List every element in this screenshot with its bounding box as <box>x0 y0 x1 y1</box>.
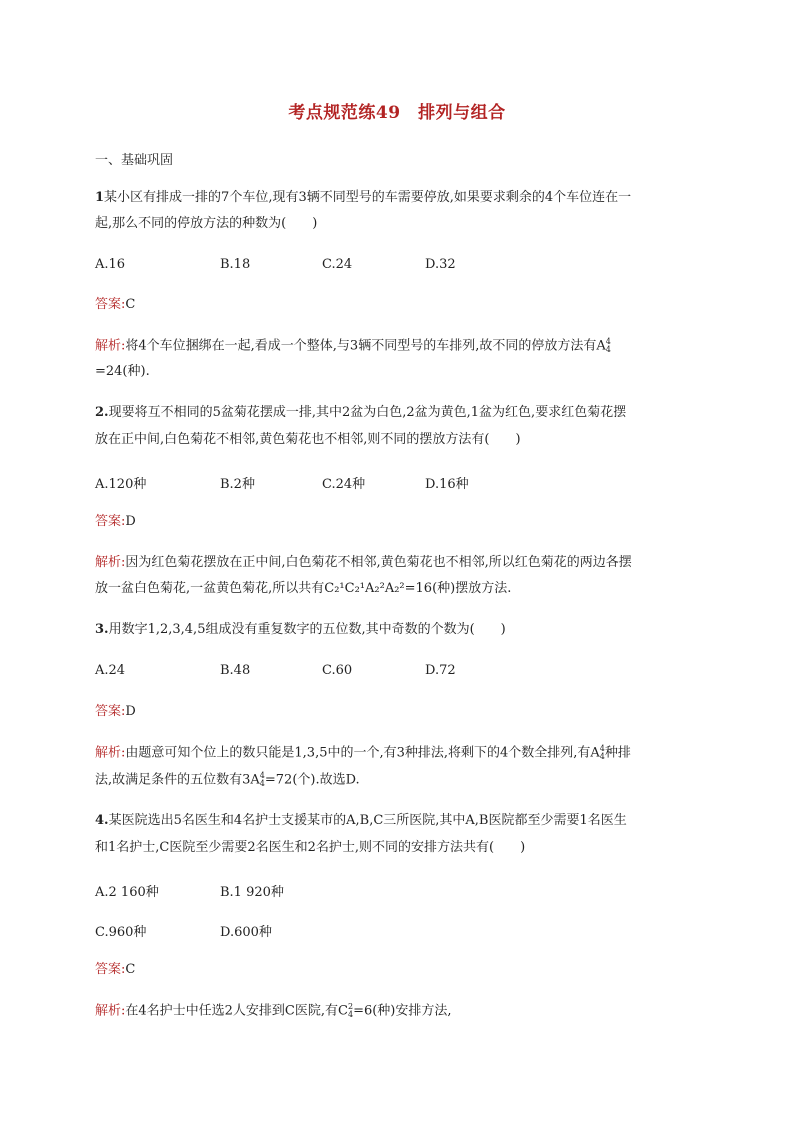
q3-option-c: C.60 <box>322 663 353 678</box>
q4-exp-text1a: 在4名护士中任选2人安排到C医院,有C <box>125 1003 348 1019</box>
q1-exp-label: 解析: <box>95 338 126 354</box>
q4-option-d: D.600种 <box>220 925 272 940</box>
q1-option-a: A.16 <box>95 257 126 272</box>
q4-option-c: C.960种 <box>95 925 147 940</box>
q3-answer-value: D <box>125 704 136 719</box>
section-heading: 一、基础巩固 <box>95 153 174 168</box>
q1-number: 1 <box>95 190 105 205</box>
q1-explanation-line2: =24(种). <box>95 364 150 379</box>
q2-option-a: A.120种 <box>95 477 147 492</box>
q3-option-a: A.24 <box>95 663 126 678</box>
q4-answer <box>95 962 135 978</box>
q2-exp-text1: 因为红色菊花摆放在正中间,白色菊花不相邻,黄色菊花也不相邻,所以红色菊花的两边各摆 <box>125 555 632 570</box>
q1-exp-text1: 将4个车位捆绑在一起,看成一个整体,与3辆不同型号的车排列,故不同的停放方法有A <box>125 338 606 354</box>
q4-number: 4. <box>95 813 109 828</box>
page-title: 考点规范练49 排列与组合 <box>288 103 506 123</box>
q4-answer-value: C <box>125 962 136 977</box>
q1-answer-label: 答案: <box>95 297 126 312</box>
q4-exp-text1b: =6(种)安排方法, <box>353 1003 452 1019</box>
q3-stem-line1 <box>95 622 506 638</box>
q1-stem-line2: 起,那么不同的停放方法的种数为( ) <box>95 216 318 231</box>
q4-exp-script: 2 4 <box>347 1002 354 1019</box>
q3-option-b: B.48 <box>220 663 251 678</box>
q4-stem-line1 <box>95 813 627 829</box>
q3-number: 3. <box>95 622 109 637</box>
q1-option-b: B.18 <box>220 257 251 272</box>
q3-exp-text1b: 种排 <box>604 745 631 761</box>
q1-explanation-line1 <box>95 338 611 355</box>
q4-option-b: B.1 920种 <box>220 885 284 900</box>
q2-answer-value: D <box>125 514 136 529</box>
q4-explanation-line1 <box>95 1003 452 1020</box>
q2-exp-label: 解析: <box>95 555 126 570</box>
q2-stem-line1 <box>95 405 626 421</box>
q2-exp-text2b: =16(种)摆放方法. <box>404 581 512 596</box>
q3-exp-text2b: =72(个).故选D. <box>264 772 360 788</box>
q3-exp-label: 解析: <box>95 745 126 761</box>
q3-explanation-line2 <box>95 772 360 789</box>
q2-exp-formula: C₂¹C₂¹A₂²A₂² <box>324 581 405 596</box>
q4-exp-label: 解析: <box>95 1003 126 1019</box>
q2-text1: 现要将互不相同的5盆菊花摆成一排,其中2盆为白色,2盆为黄色,1盆为红色,要求红色菊花摆 <box>108 405 627 420</box>
q1-exp-script: 4 4 <box>605 337 611 354</box>
q3-text1: 用数字1,2,3,4,5组成没有重复数字的五位数,其中奇数的个数为( ) <box>108 622 506 637</box>
q2-number: 2. <box>95 405 109 420</box>
q3-exp-text1a: 由题意可知个位上的数只能是1,3,5中的一个,有3种排法,将剩下的4个数全排列,有A <box>125 745 600 761</box>
q3-explanation-line1 <box>95 745 631 762</box>
q4-stem-line2: 和1名护士,C医院至少需要2名医生和2名护士,则不同的安排方法共有( ) <box>95 840 526 855</box>
q2-option-d: D.16种 <box>425 477 469 492</box>
q2-option-c: C.24种 <box>322 477 366 492</box>
q1-answer <box>95 297 135 313</box>
q4-text1: 某医院选出5名医生和4名护士支援某市的A,B,C三所医院,其中A,B医院都至少需要1名医生 <box>108 813 627 828</box>
q2-answer <box>95 514 136 530</box>
q2-option-b: B.2种 <box>220 477 255 492</box>
q1-option-d: D.32 <box>425 257 456 272</box>
q4-answer-label: 答案: <box>95 962 126 977</box>
q1-stem-line1 <box>95 190 631 206</box>
q1-option-c: C.24 <box>322 257 353 272</box>
q3-answer <box>95 704 136 720</box>
q2-stem-line2: 放在正中间,白色菊花不相邻,黄色菊花也不相邻,则不同的摆放方法有( ) <box>95 432 521 447</box>
q3-exp-script2: 4 4 <box>259 771 265 788</box>
q3-option-d: D.72 <box>425 663 456 678</box>
q2-explanation-line1 <box>95 555 632 571</box>
q1-text1: 某小区有排成一排的7个车位,现有3辆不同型号的车需要停放,如果要求剩余的4个车位连在一 <box>104 190 632 205</box>
q3-answer-label: 答案: <box>95 704 126 719</box>
q3-exp-script1: 4 4 <box>599 744 605 761</box>
q2-exp-text2a: 放一盆白色菊花,一盆黄色菊花,所以共有 <box>95 581 325 596</box>
q4-option-a: A.2 160种 <box>95 885 159 900</box>
q2-answer-label: 答案: <box>95 514 126 529</box>
q3-exp-text2a: 法,故满足条件的五位数有3A <box>95 772 260 788</box>
q1-answer-value: C <box>125 297 136 312</box>
q2-explanation-line2 <box>95 581 511 597</box>
